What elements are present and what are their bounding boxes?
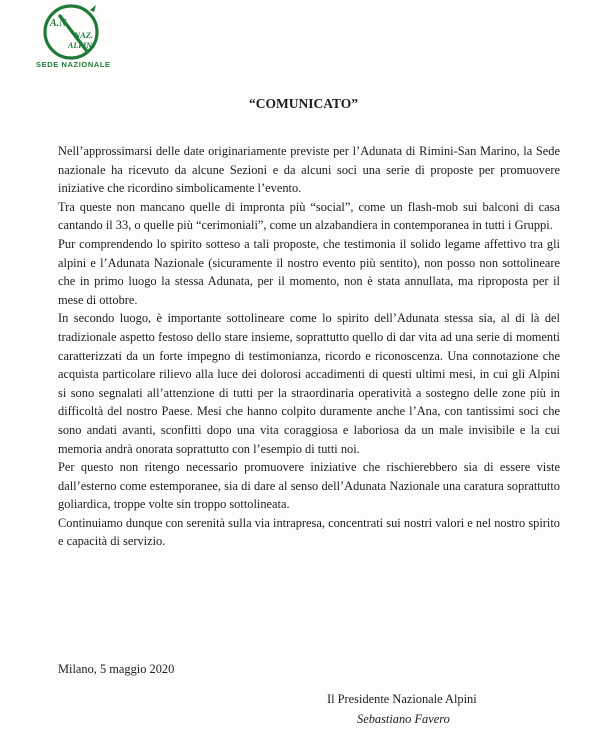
- paragraph: Per questo non ritengo necessario promuovere iniziative che rischierebbero sia di essere viste dall’esterno come estemporanee, sia di dare al senso dell’Adunata Nazionale una caratura soprattutto goliardica, troppe volte sin troppo sottolineata.: [58, 460, 560, 512]
- paragraph: Nell’approssimarsi delle date originariamente previste per l’Adunata di Rimini-San Marino, la Sede nazionale ha ricevuto da alcune Sezioni e da alcuni soci una serie di proposte per promuovere iniziative che ricordino simbolicamente l’evento.: [58, 144, 560, 196]
- signature-name: Sebastiano Favero: [357, 712, 450, 726]
- paragraph: Pur comprendendo lo spirito sotteso a tali proposte, che testimonia il solido legame affettivo tra gli alpini e l’Adunata Nazionale (sicuramente il nostro evento più sentito), non posso non sottolineare che in primo luogo la stessa Adunata, per il momento, non è stata annullata, ma riproposta per il mese di ottobre.: [58, 236, 560, 307]
- logo-caption: SEDE NAZIONALE: [36, 60, 111, 69]
- paragraph: Tra queste non mancano quelle di impronta più “social”, come un flash-mob sui balconi di casa cantando il 33, o quelle più “cerimoniali”, come un alzabandiera in contemporanea in tutti i Gruppi.: [58, 199, 560, 233]
- letter-body: [58, 142, 560, 551]
- page-title: “COMUNICATO”: [248, 96, 358, 111]
- signature-date: Milano, 5 maggio 2020: [58, 662, 175, 676]
- paragraph: In secondo luogo, è importante sottolineare come lo spirito dell’Adunata stessa sia, al di là del tradizionale aspetto festoso dello stare insieme, soprattutto quello di dar vita ad una serie di momenti caratterizzati da un forte impegno di testimonianza, ricordo e riconoscenza. Una connotazione che acquista particolare rilievo alla luce dei dolorosi accadimenti di questi ultimi mesi, in cui gli Alpini si sono segnalati all’attenzione di tutti per la straordinaria operatività a sostegno delle zone più in difficoltà del nostro Paese. Mesi che hanno colpito duramente anche l’Ana, con tantissimi soci che sono andati avanti, sconfitti dopo una vita coraggiosa e laboriosa da un male invisibile e la cui memoria andrà onorata soprattutto con l’esempio di tutti noi.: [58, 311, 560, 456]
- signature-role: Il Presidente Nazionale Alpini: [327, 692, 477, 706]
- logo-line-2: NAZ.: [74, 30, 94, 40]
- ana-logo: [38, 2, 108, 68]
- paragraph: Continuiamo dunque con serenità sulla via intrapresa, concentrati sui nostri valori e nel nostro spirito e capacità di servizio.: [58, 515, 560, 549]
- logo-line-1: A.N.: [50, 18, 69, 29]
- logo-line-3: ALPINI: [68, 41, 96, 50]
